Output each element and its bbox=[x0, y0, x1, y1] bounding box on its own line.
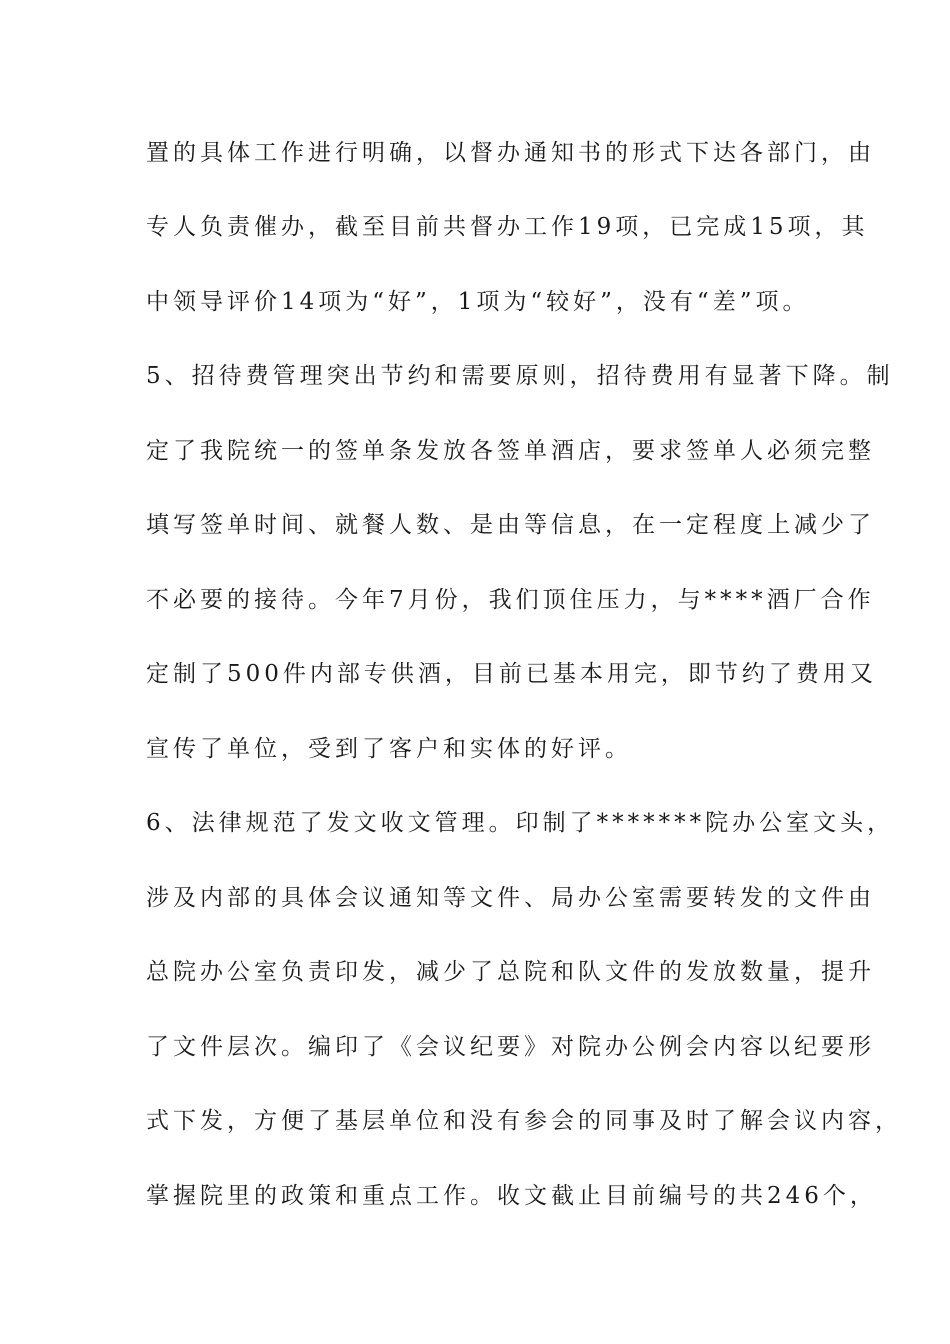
text-line: 中领导评价14项为“好”，1项为“较好”，没有“差”项。 bbox=[146, 289, 810, 315]
text-line: 了文件层次。编印了《会议纪要》对院办公例会内容以纪要形 bbox=[146, 1034, 875, 1060]
text-line: 置的具体工作进行明确，以督办通知书的形式下达各部门，由 bbox=[146, 140, 875, 166]
text-line: 式下发，方便了基层单位和没有参会的同事及时了解会议内容， bbox=[146, 1108, 902, 1134]
text-line: 宣传了单位，受到了客户和实体的好评。 bbox=[146, 736, 632, 762]
text-line: 不必要的接待。今年7月份，我们顶住压力，与****酒厂合作 bbox=[146, 587, 875, 613]
text-line: 专人负责催办，截至目前共督办工作19项，已完成15项，其 bbox=[146, 214, 869, 240]
text-line: 6、法律规范了发文收文管理。印制了*******院办公室文头， bbox=[146, 810, 895, 836]
text-line: 总院办公室负责印发，减少了总院和队文件的发放数量，提升 bbox=[146, 959, 875, 985]
text-line: 掌握院里的政策和重点工作。收文截止目前编号的共246个， bbox=[146, 1183, 877, 1209]
text-line: 定制了500件内部专供酒，目前已基本用完，即节约了费用又 bbox=[146, 661, 877, 687]
text-line: 填写签单时间、就餐人数、是由等信息，在一定程度上减少了 bbox=[146, 512, 875, 538]
text-line: 定了我院统一的签单条发放各签单酒店，要求签单人必须完整 bbox=[146, 438, 875, 464]
text-line: 5、招待费管理突出节约和需要原则，招待费用有显著下降。制 bbox=[146, 363, 894, 389]
text-line: 涉及内部的具体会议通知等文件、局办公室需要转发的文件由 bbox=[146, 885, 875, 911]
